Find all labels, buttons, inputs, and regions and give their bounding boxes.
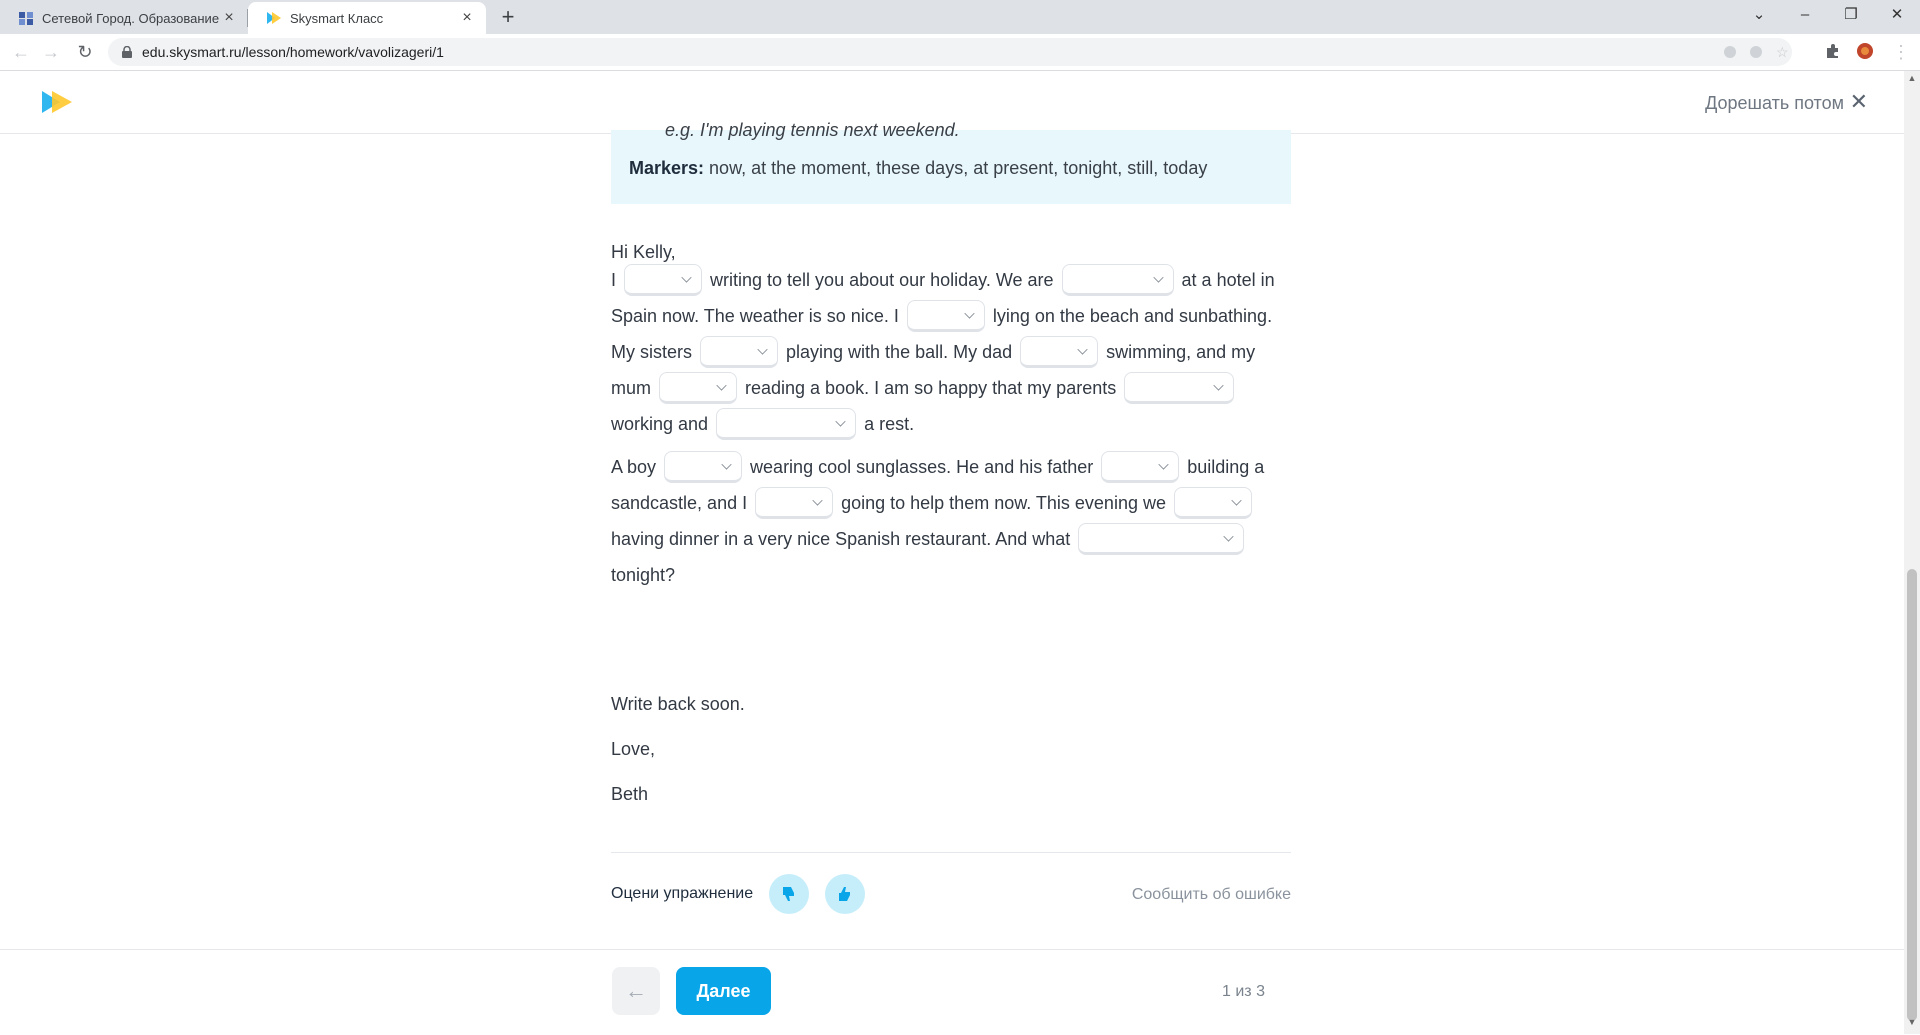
back-icon[interactable]: ← bbox=[12, 42, 30, 62]
answer-dropdown[interactable] bbox=[664, 451, 742, 483]
letter-text: My sisters bbox=[611, 341, 692, 362]
chevron-down-icon bbox=[1159, 459, 1169, 469]
letter-text: building a bbox=[1187, 456, 1265, 477]
letter-text: Spain now. The weather is so nice. I bbox=[611, 305, 899, 326]
close-icon[interactable]: ✕ bbox=[1849, 89, 1868, 114]
chevron-down-icon bbox=[835, 416, 845, 426]
restore-icon[interactable]: ❐ bbox=[1844, 6, 1858, 23]
letter-text: mum bbox=[611, 377, 651, 398]
chevron-down-icon bbox=[1214, 380, 1224, 390]
rule-example: e.g. I'm playing tennis next weekend. bbox=[665, 120, 960, 140]
answer-dropdown[interactable] bbox=[716, 408, 856, 440]
answer-dropdown[interactable] bbox=[1062, 264, 1174, 296]
letter-text: writing to tell you about our holiday. We are bbox=[710, 269, 1054, 290]
letter-text: working and bbox=[611, 413, 709, 434]
letter-text: reading a book. I am so happy that my parents bbox=[745, 377, 1117, 398]
letter-closing: Write back soon. bbox=[611, 694, 745, 714]
letter-line bbox=[611, 402, 918, 446]
answer-dropdown[interactable] bbox=[624, 264, 702, 296]
tab-close-icon[interactable]: × bbox=[224, 9, 234, 26]
chevron-down-icon bbox=[1231, 495, 1241, 505]
minimize-icon[interactable]: – bbox=[1800, 6, 1810, 23]
extensions-puzzle-icon[interactable] bbox=[1824, 42, 1842, 60]
chevron-down-icon bbox=[1224, 531, 1234, 541]
scroll-down-icon[interactable]: ▼ bbox=[1907, 1017, 1917, 1027]
next-button[interactable]: Далее bbox=[676, 967, 771, 1015]
answer-dropdown[interactable] bbox=[755, 487, 833, 519]
chevron-down-icon bbox=[1078, 344, 1088, 354]
solve-later-link[interactable]: Дорешать потом bbox=[1705, 93, 1844, 113]
answer-dropdown[interactable] bbox=[1078, 523, 1244, 555]
answer-dropdown[interactable] bbox=[659, 372, 737, 404]
letter-line bbox=[611, 517, 1248, 561]
chevron-down-icon bbox=[757, 344, 767, 354]
thumbs-up-button[interactable] bbox=[825, 874, 865, 914]
profile-avatar-icon[interactable] bbox=[1856, 42, 1874, 60]
chevron-down-icon bbox=[681, 272, 691, 282]
tab-skysmart[interactable] bbox=[248, 2, 486, 34]
share-icon[interactable] bbox=[1750, 46, 1762, 58]
letter-text: having dinner in a very nice Spanish restaurant. And what bbox=[611, 528, 1071, 549]
letter-text: tonight? bbox=[611, 564, 676, 585]
page-indicator: 1 из 3 bbox=[1222, 983, 1265, 1000]
answer-dropdown[interactable] bbox=[1101, 451, 1179, 483]
letter-signature: Beth bbox=[611, 784, 649, 804]
bookmark-star-icon[interactable]: ☆ bbox=[1776, 44, 1789, 60]
browser-tab-bar bbox=[0, 0, 1920, 34]
tab-title: Сетевой Город. Образование bbox=[42, 10, 220, 26]
skysmart-favicon-icon bbox=[266, 10, 282, 26]
chevron-down-icon bbox=[964, 308, 974, 318]
markers-text: now, at the moment, these days, at present, tonight, still, today bbox=[704, 158, 1208, 178]
divider bbox=[611, 852, 1291, 853]
forward-icon[interactable]: → bbox=[42, 42, 60, 62]
exercise-footer bbox=[0, 949, 1904, 1035]
letter-love: Love, bbox=[611, 739, 656, 759]
previous-button[interactable] bbox=[612, 967, 660, 1015]
scroll-up-icon[interactable]: ▲ bbox=[1907, 73, 1917, 83]
lock-icon bbox=[122, 46, 132, 58]
markers-label: Markers: bbox=[629, 158, 705, 178]
chevron-down-icon bbox=[813, 495, 823, 505]
browser-menu-icon[interactable]: ⋮ bbox=[1892, 42, 1910, 62]
rate-label: Оцени упражнение bbox=[611, 885, 754, 902]
skysmart-logo[interactable] bbox=[40, 89, 74, 115]
letter-text: sandcastle, and I bbox=[611, 492, 748, 513]
url-text: edu.skysmart.ru/lesson/homework/vavolizageri/1 bbox=[142, 44, 444, 60]
letter-text: a rest. bbox=[864, 413, 915, 434]
arrow-left-icon: ← bbox=[625, 978, 647, 1003]
school-favicon-icon bbox=[18, 10, 34, 26]
answer-dropdown[interactable] bbox=[700, 336, 778, 368]
rule-markers bbox=[629, 158, 1207, 179]
tab-close-icon[interactable]: × bbox=[462, 9, 472, 26]
chevron-down-icon bbox=[716, 380, 726, 390]
thumbs-down-icon bbox=[780, 885, 798, 903]
letter-text: at a hotel in bbox=[1181, 269, 1275, 290]
rate-exercise bbox=[611, 874, 865, 914]
grammar-rule-box bbox=[611, 120, 1291, 204]
page-scrollbar[interactable] bbox=[1904, 71, 1920, 1034]
location-icon[interactable] bbox=[1724, 46, 1736, 58]
letter-text: playing with the ball. My dad bbox=[786, 341, 1013, 362]
scrollbar-thumb[interactable] bbox=[1907, 569, 1917, 1021]
close-window-icon[interactable]: ✕ bbox=[1890, 6, 1904, 23]
thumbs-up-icon bbox=[836, 885, 854, 903]
letter-line bbox=[611, 553, 679, 597]
chevron-down-icon bbox=[721, 459, 731, 469]
reload-icon[interactable]: ↻ bbox=[77, 42, 93, 62]
answer-dropdown[interactable] bbox=[1124, 372, 1234, 404]
thumbs-down-button[interactable] bbox=[769, 874, 809, 914]
answer-dropdown[interactable] bbox=[1174, 487, 1252, 519]
letter-text: A boy bbox=[611, 456, 657, 477]
chevron-down-icon bbox=[1153, 272, 1163, 282]
address-bar[interactable] bbox=[108, 38, 1792, 66]
letter-greeting: Hi Kelly, bbox=[611, 242, 676, 262]
letter-text: I bbox=[611, 269, 617, 290]
answer-dropdown[interactable] bbox=[1020, 336, 1098, 368]
tab-search-icon[interactable]: ⌄ bbox=[1752, 6, 1766, 23]
letter-text: lying on the beach and sunbathing. bbox=[992, 305, 1273, 326]
answer-dropdown[interactable] bbox=[907, 300, 985, 332]
new-tab-icon[interactable]: + bbox=[501, 4, 515, 29]
tab-setevoy-gorod[interactable] bbox=[0, 2, 248, 34]
letter-text: swimming, and my bbox=[1106, 341, 1256, 362]
report-error-link[interactable]: Сообщить об ошибке bbox=[1131, 886, 1291, 903]
letter-text: going to help them now. This evening we bbox=[841, 492, 1166, 513]
browser-toolbar bbox=[0, 34, 1920, 71]
letter-text: wearing cool sunglasses. He and his father bbox=[750, 456, 1094, 477]
tab-title: Skysmart Класс bbox=[290, 10, 384, 26]
